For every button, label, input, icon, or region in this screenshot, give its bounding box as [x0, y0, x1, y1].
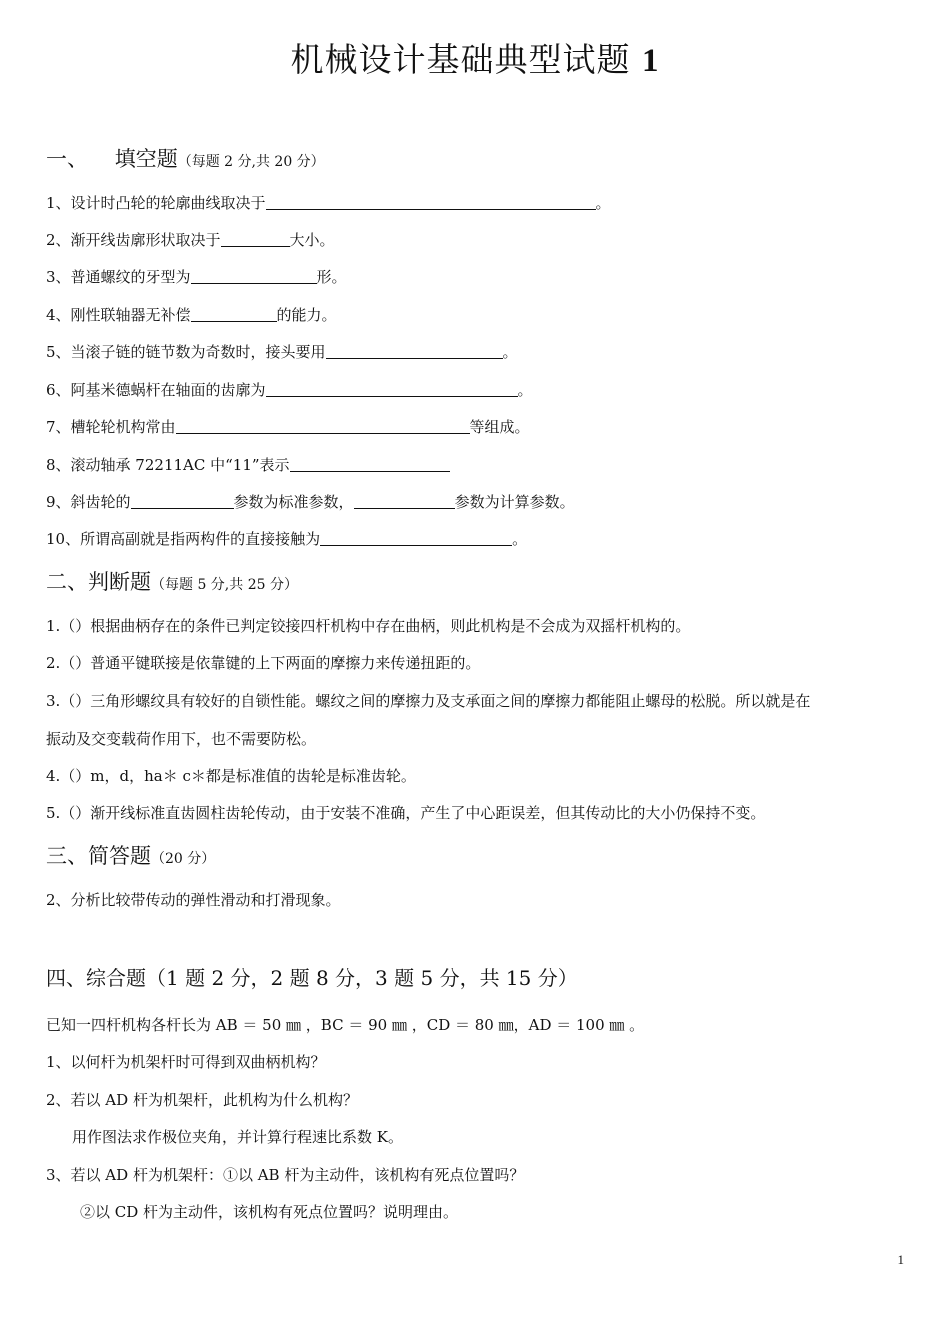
fill-question-9: 9、斜齿轮的 参数为标准参数， 参数为计算参数。 [46, 493, 575, 511]
comp-question-2: 2、若以 AD 杆为机架杆，此机构为什么机构？ [46, 1091, 358, 1109]
fill-question-1: 1、设计时凸轮的轮廓曲线取决于 。 [46, 194, 611, 212]
judge-question-1: 1.（）根据曲柄存在的条件已判定铰接四杆机构中存在曲柄，则此机构是不会成为双摇杆机构的。 [46, 617, 691, 635]
comp-given: 已知一四杆机构各杆长为 AB ＝ 50 ㎜ ，BC ＝ 90 ㎜ ，CD ＝ 80 ㎜，AD ＝ 100 ㎜ 。 [46, 1016, 645, 1034]
fill-question-7: 7、槽轮轮机构常由 等组成。 [46, 418, 530, 436]
judge-question-3-continued: 振动及交变载荷作用下，也不需要防松。 [46, 730, 317, 748]
section-4-heading: 四、综合题（1 题 2 分，2 题 8 分，3 题 5 分，共 15 分） [46, 966, 578, 990]
judge-question-4: 4.（）m，d，ha＊ c＊都是标准值的齿轮是标准齿轮。 [46, 767, 416, 785]
fill-question-6: 6、阿基米德蜗杆在轴面的齿廓为 。 [46, 381, 533, 399]
judge-question-2: 2.（）普通平键联接是依靠键的上下两面的摩擦力来传递扭距的。 [46, 654, 481, 672]
judge-question-3: 3.（）三角形螺纹具有较好的自锁性能。螺纹之间的摩擦力及支承面之间的摩擦力都能阻止螺母的松脱。所以就是在 [46, 692, 811, 710]
comp-question-3: 3、若以 AD 杆为机架杆：①以 AB 杆为主动件，该机构有死点位置吗？ [46, 1166, 525, 1184]
page-title: 机械设计基础典型试题 1 [290, 40, 660, 79]
fill-question-3: 3、普通螺纹的牙型为 形。 [46, 268, 347, 286]
fill-question-4: 4、刚性联轴器无补偿 的能力。 [46, 306, 337, 324]
title-number: 1 [642, 43, 660, 79]
fill-question-5: 5、当滚子链的链节数为奇数时，接头要用 。 [46, 343, 518, 361]
section-2-heading: 二、判断题（每题 5 分,共 25 分） [46, 570, 298, 594]
section-3-heading: 三、简答题（20 分） [46, 844, 216, 868]
comp-question-1: 1、以何杆为机架杆时可得到双曲柄机构？ [46, 1053, 326, 1071]
judge-question-5: 5.（）渐开线标准直齿圆柱齿轮传动，由于安装不准确，产生了中心距误差，但其传动比的大小仍保持不变。 [46, 804, 766, 822]
page-number: 1 [897, 1252, 904, 1267]
section-1-heading: 一、 填空题（每题 2 分,共 20 分） [46, 147, 325, 171]
fill-question-10: 10、所谓高副就是指两构件的直接接触为 。 [46, 530, 528, 548]
comp-question-3-sub: ②以 CD 杆为主动件，该机构有死点位置吗？说明理由。 [80, 1203, 459, 1221]
fill-question-8: 8、滚动轴承 72211AC 中“11”表示 [46, 454, 450, 475]
short-question-2: 2、分析比较带传动的弹性滑动和打滑现象。 [46, 891, 341, 909]
fill-question-2: 2、渐开线齿廓形状取决于 大小。 [46, 231, 335, 249]
comp-question-2-sub: 用作图法求作极位夹角，并计算行程速比系数 K。 [72, 1128, 403, 1146]
